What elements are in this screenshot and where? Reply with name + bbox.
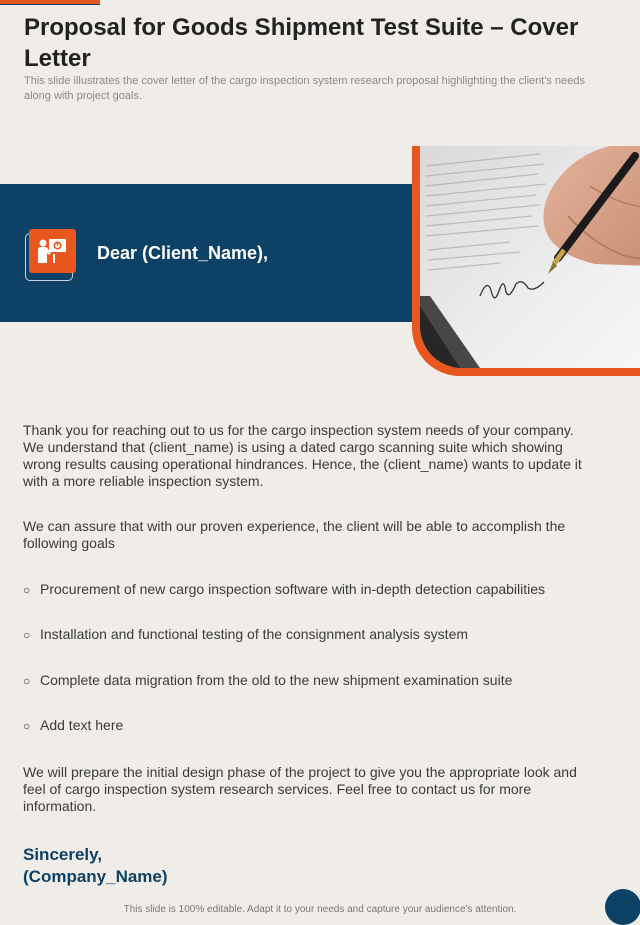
page-subtitle: This slide illustrates the cover letter of the cargo inspection system research proposal highlighting the client's needs along with project goals. [24, 75, 585, 102]
company-name: (Company_Name) [23, 867, 168, 886]
goal-text: Complete data migration from the old to the new shipment examination suite [40, 672, 513, 688]
goal-list-item [23, 581, 595, 599]
goal-list-item [23, 717, 595, 735]
page-title: Proposal for Goods Shipment Test Suite – Cover Letter [24, 14, 579, 72]
top-accent-line [0, 4, 100, 5]
footer-note: This slide is 100% editable. Adapt it to your needs and capture your audience's attention. [123, 904, 517, 915]
goals-intro-paragraph: We can assure that with our proven experience, the client will be able to accomplish the following goals [23, 518, 566, 551]
closing-paragraph: We will prepare the initial design phase of the project to give you the appropriate look and feel of cargo inspection system research services. Feel free to contact us for more information. [23, 764, 577, 814]
sign-off: Sincerely, [23, 845, 103, 864]
goal-text: Procurement of new cargo inspection software with in-depth detection capabilities [40, 581, 546, 597]
page-corner-circle [605, 889, 640, 925]
goal-list-item [23, 626, 595, 644]
presenter-board-icon [29, 229, 76, 273]
photo-frame [412, 146, 640, 376]
goal-list-item [23, 672, 595, 690]
signature-block [23, 844, 168, 888]
greeting-text: Dear (Client_Name), [97, 243, 269, 263]
bullet-circle-icon: ○ [23, 719, 31, 733]
hand-signing-document-photo [420, 146, 640, 368]
bullet-circle-icon: ○ [23, 583, 31, 597]
bullet-circle-icon: ○ [23, 674, 31, 688]
goal-text: Add text here [40, 717, 124, 733]
bullet-circle-icon: ○ [23, 628, 31, 642]
intro-paragraph: Thank you for reaching out to us for the cargo inspection system needs of your company. We understand that (client_name) is using a dated cargo scanning suite which showing wrong results causing operational hindrances. Hence, the (client_name) wants to update it with a more reliable inspection system. [23, 422, 582, 489]
goal-text: Installation and functional testing of the consignment analysis system [40, 626, 469, 642]
